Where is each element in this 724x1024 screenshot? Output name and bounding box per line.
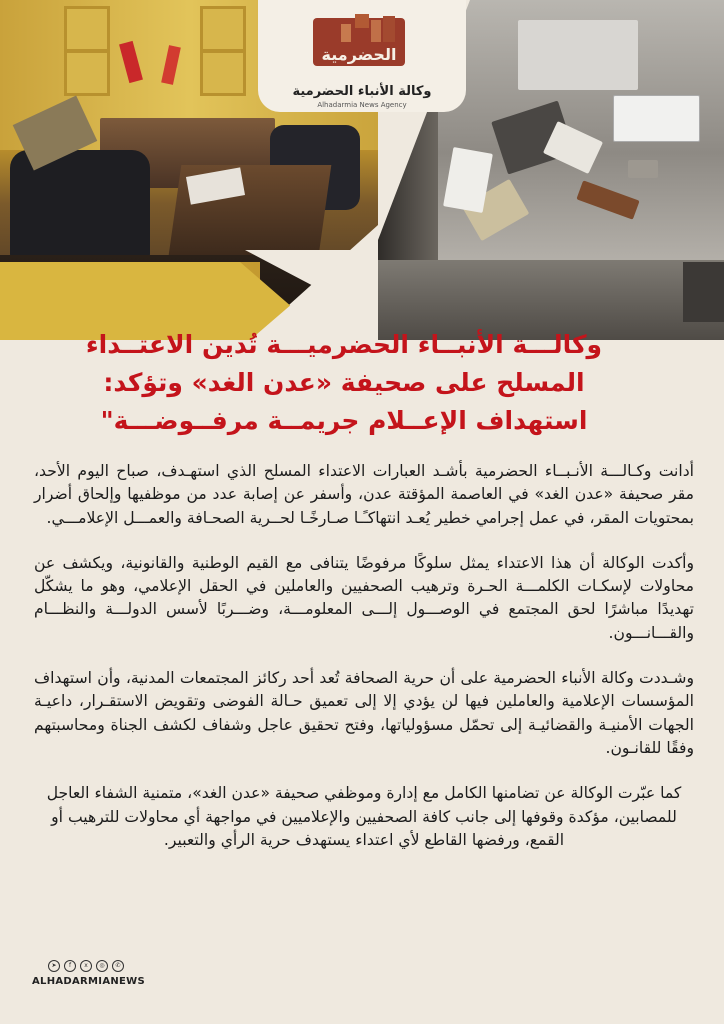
whatsapp-icon[interactable]: ✆ bbox=[112, 960, 124, 972]
social-icons bbox=[48, 960, 124, 972]
headline-line-3: استهداف الإعــلام جريمــة مرفــوضـــة" bbox=[100, 406, 588, 435]
alhadarmia-logo bbox=[311, 14, 407, 70]
article-body bbox=[34, 460, 694, 874]
instagram-icon[interactable]: ◎ bbox=[96, 960, 108, 972]
paragraph-4: كما عبّرت الوكالة عن تضامنها الكامل مع إدارة وموظفي صحيفة «عدن الغد»، متمنية الشفاء العاجل للمصابين، مؤكدة وقوفها إلى جانب كافة الصحفيين والإعلاميين في مواجهة أي محاولات للترهيب أو القمع، ورفضها القاطع لأي اعتداء يستهدف حرية الرأي والتعبير. bbox=[46, 784, 682, 849]
paragraph-1: أدانت وكـالـــة الأنـبــاء الحضرمية بأشـد العبارات الاعتداء المسلح الذي استهـدف، صباح اليوم الأحد، مقر صحيفة «عدن الغد» في العاصمة المؤقتة عدن، وأسفر عن إصابة عدد من موظفيها وإلحاق أضرار بمحتويات المقر، في عمل إجرامي خطير يُعـد انتهاكـًـا صـارخًـا لحــرية الصحـافة والعمـــل الإعلامـــي. bbox=[34, 462, 694, 527]
agency-name-en: Alhadarmia News Agency bbox=[317, 101, 407, 109]
logo-wordmark: الحضرمية bbox=[321, 45, 397, 64]
headline-line-1: وكالـــة الأنبــاء الحضرميـــة تُدين الاعتــداء bbox=[85, 330, 603, 359]
headline-line-2: المسلح على صحيفة «عدن الغد» وتؤكد: bbox=[103, 368, 585, 397]
paragraph-3: وشـددت وكالة الأنباء الحضرمية على أن حرية الصحافة تُعد أحد ركائز المجتمعات المدنية، وأن استهداف المؤسسات الإعلامية والعاملين فيها لن يؤدي إلا إلى تعميق حـالة الفوضى وتقويض الاستقـرار، داعيـة الجهات الأمنيـة والقضائيـة إلى تحمّل مسؤولياتها، وفتح تحقيق عاجل وشفاف لكشف الجناة ومحاسبتهم وفقًا للقانـون. bbox=[34, 669, 694, 757]
headline bbox=[40, 326, 648, 440]
social-handle: ALHADARMIANEWS bbox=[32, 976, 146, 987]
facebook-icon[interactable]: f bbox=[64, 960, 76, 972]
paragraph-2: وأكدت الوكالة أن هذا الاعتداء يمثل سلوكًا مرفوضًا يتنافى مع القيم الوطنية والقانونية، ويكشف عن محاولات لإسكـات الكلمـــة الحـرة وترهيب الصحفيين والعاملين في الحقل الإعلامي، وهو ما يشكّل تهديدًا مباشرًا لحق المجتمع في الوصـــول إلـــى المعلومـــة، وضـــربًا لأسس الدولـــة والنظـــام والقـــانـــون. bbox=[34, 553, 694, 642]
x-icon[interactable]: x bbox=[80, 960, 92, 972]
telegram-icon[interactable]: ➤ bbox=[48, 960, 60, 972]
agency-name-ar: وكالة الأنباء الحضرمية bbox=[292, 84, 432, 99]
